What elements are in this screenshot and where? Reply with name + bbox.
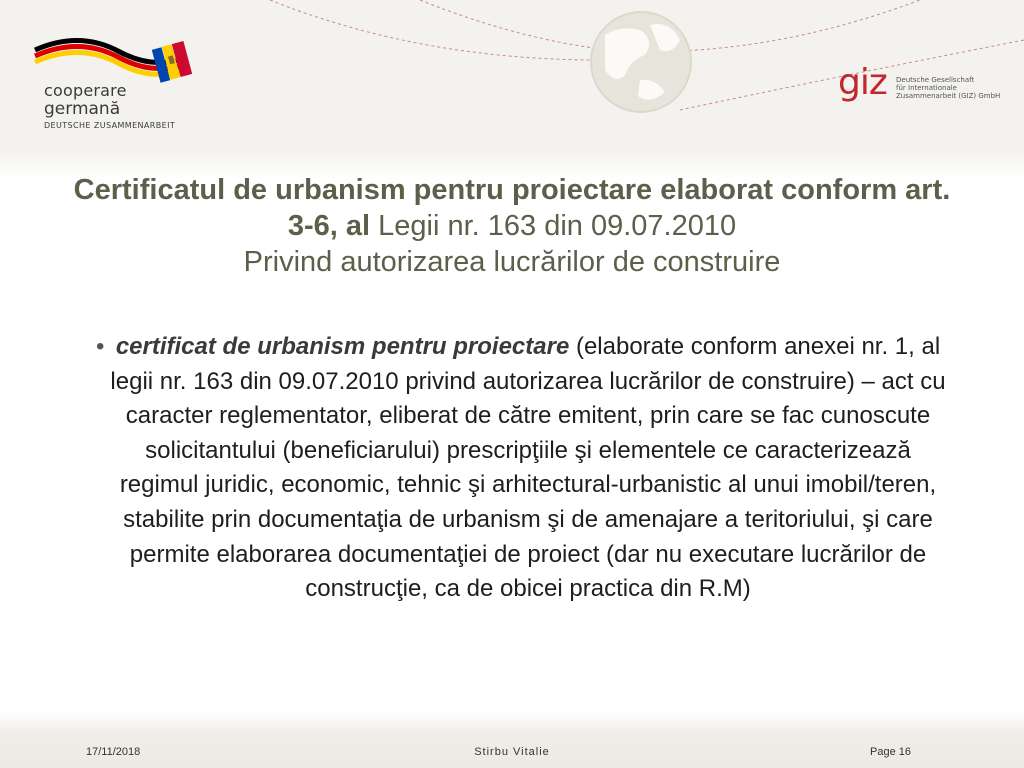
flag-ribbon-icon xyxy=(30,30,210,85)
title-bold-part: Certificatul de urbanism pentru proiectare elaborat conform art. 3-6, al xyxy=(73,174,951,242)
footer-date: 17/11/2018 xyxy=(86,746,141,758)
bullet-text: (elaborate conform anexei nr. 1, al legii nr. 163 din 09.07.2010 privind autorizarea lucrărilor de construire) – act cu caracter reglementator, eliberat de către emitent, prin care se fac cunoscute solicitantului (beneficiarului) prescripţiile şi elementele ce caracterizează regimul juridic, economic, tehnic şi arhitectural-urbanistic al unui imobil/teren, stabilite prin documentaţia de urbanism şi de amenajare a teritoriului, şi care permite elaborarea documentaţiei de proiect (dar nu executare lucrărilor de construcţie, ca de obicei practica din R.M) xyxy=(110,333,946,603)
slide-title xyxy=(60,172,964,280)
giz-org-name xyxy=(896,76,1000,100)
logo-line-cooperare: cooperare xyxy=(44,81,127,100)
bullet-marker: • xyxy=(96,333,105,360)
footer-band xyxy=(0,712,1024,768)
title-regular-part-2: Privind autorizarea lucrărilor de construire xyxy=(243,246,781,278)
giz-logo xyxy=(838,62,1008,108)
footer-page-number: Page 16 xyxy=(870,746,911,758)
giz-line-2: für Internationale xyxy=(896,84,957,92)
logo-line-deutsche: DEUTSCHE ZUSAMMENARBEIT xyxy=(44,121,176,130)
dotted-arc-1 xyxy=(270,0,600,60)
giz-line-3: Zusammenarbeit (GIZ) GmbH xyxy=(896,92,1001,100)
cooperare-germana-logo xyxy=(30,30,210,140)
giz-wordmark: giz xyxy=(838,62,887,103)
footer-author: Stirbu Vitalie xyxy=(474,746,550,758)
logo-line-germana: germană xyxy=(44,99,121,119)
title-regular-part-1: Legii nr. 163 din 09.07.2010 xyxy=(370,210,737,242)
bullet-paragraph xyxy=(110,330,946,607)
bullet-emphasis: certificat de urbanism pentru proiectare xyxy=(115,333,570,360)
giz-line-1: Deutsche Gesellschaft xyxy=(896,76,975,84)
